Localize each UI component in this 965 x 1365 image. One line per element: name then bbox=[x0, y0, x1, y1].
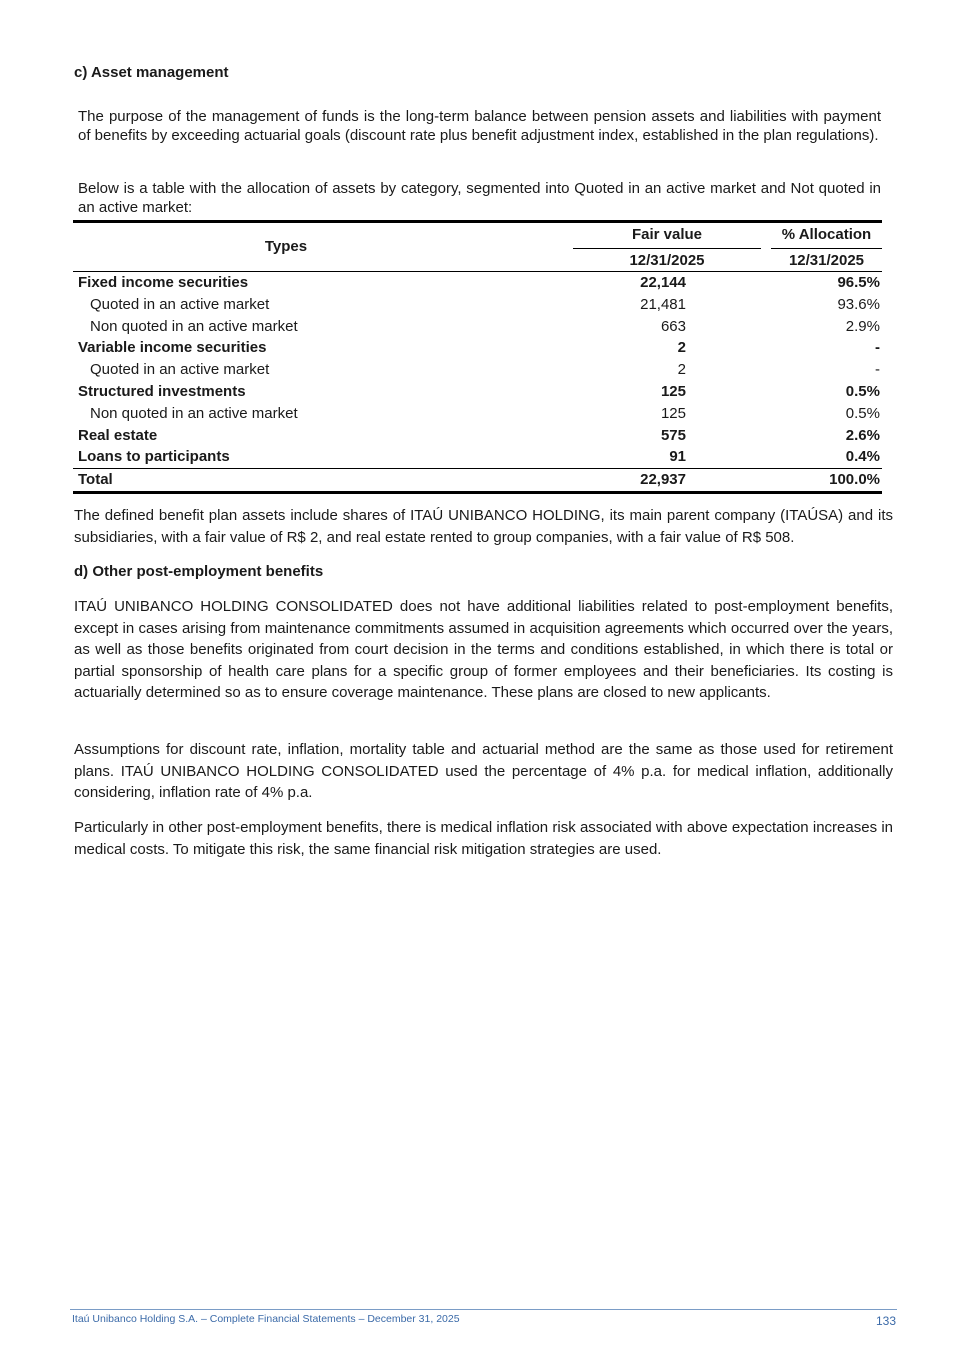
row-fair-value: 21,481 bbox=[640, 295, 686, 313]
header-types: Types bbox=[264, 238, 308, 255]
row-label: Quoted in an active market bbox=[90, 295, 270, 313]
asset-allocation-table bbox=[73, 220, 882, 494]
section-c-paragraph-1: The purpose of the management of funds is the long-term balance between pension assets and liabilities with payment of benefits by exceeding actuarial goals (discount rate plus benefit adjustment index, established in the plan regulations). bbox=[78, 108, 881, 144]
row-allocation: 0.5% bbox=[845, 404, 880, 422]
row-label: Variable income securities bbox=[78, 339, 267, 357]
table-row bbox=[73, 403, 882, 425]
row-allocation: - bbox=[875, 361, 880, 379]
section-d-paragraph-1: ITAÚ UNIBANCO HOLDING CONSOLIDATED does not have additional liabilities related to post-employment benefits, except in cases arising from maintenance commitments assumed in acquisition agreements which occurred over the years, as well as those benefits originated from court decision in the terms and conditions established, in which there is total or partial sponsorship of health care plans for a specific group of former employees and their beneficiaries. Its costing is actuarially determined so as to ensure coverage maintenance. These plans are closed to new applicants. bbox=[74, 598, 893, 702]
row-allocation: 0.4% bbox=[845, 448, 880, 466]
row-label: Quoted in an active market bbox=[90, 361, 270, 379]
header-fair-value-group bbox=[573, 223, 761, 272]
footer-rule bbox=[70, 1309, 897, 1310]
row-allocation: 96.5% bbox=[837, 274, 880, 291]
row-label: Fixed income securities bbox=[78, 274, 249, 291]
row-label: Non quoted in an active market bbox=[90, 317, 298, 335]
header-fair-value: Fair value bbox=[573, 223, 761, 249]
section-c-heading: c) Asset management bbox=[74, 64, 229, 81]
row-fair-value: 22,144 bbox=[640, 274, 686, 291]
table-row bbox=[73, 446, 882, 468]
row-fair-value: 663 bbox=[660, 317, 686, 335]
row-label: Non quoted in an active market bbox=[90, 404, 298, 422]
table-total-row bbox=[73, 468, 882, 494]
header-fair-value-date: 12/31/2025 bbox=[629, 252, 705, 269]
header-allocation-group bbox=[771, 223, 882, 272]
total-fair-value: 22,937 bbox=[640, 471, 686, 489]
table-row bbox=[73, 359, 882, 381]
total-allocation: 100.0% bbox=[829, 471, 880, 489]
table-row bbox=[73, 294, 882, 316]
page-number: 133 bbox=[875, 1314, 896, 1328]
row-allocation: 2.6% bbox=[845, 426, 880, 444]
row-label: Structured investments bbox=[78, 382, 246, 400]
header-allocation-date: 12/31/2025 bbox=[788, 252, 865, 269]
table-row bbox=[73, 337, 882, 359]
row-allocation: 93.6% bbox=[837, 295, 880, 313]
row-label: Real estate bbox=[78, 426, 158, 444]
section-d-heading: d) Other post-employment benefits bbox=[74, 563, 324, 580]
row-label: Loans to participants bbox=[78, 448, 230, 466]
row-fair-value: 2 bbox=[677, 339, 686, 357]
row-allocation: 2.9% bbox=[845, 317, 880, 335]
header-allocation: % Allocation bbox=[771, 223, 882, 249]
row-fair-value: 575 bbox=[660, 426, 686, 444]
row-fair-value: 125 bbox=[660, 404, 686, 422]
section-c-paragraph-2: Below is a table with the allocation of assets by category, segmented into Quoted in an active market and Not quoted in an active market: bbox=[78, 180, 881, 216]
row-fair-value: 2 bbox=[677, 361, 686, 379]
row-fair-value: 125 bbox=[660, 382, 686, 400]
table-row bbox=[73, 272, 882, 294]
total-label: Total bbox=[78, 471, 113, 489]
row-fair-value: 91 bbox=[669, 448, 686, 466]
table-row bbox=[73, 425, 882, 447]
footer-text: Itaú Unibanco Holding S.A. – Complete Financial Statements – December 31, 2025 bbox=[72, 1313, 460, 1325]
section-d-paragraph-3: Particularly in other post-employment benefits, there is medical inflation risk associated with above expectation increases in medical costs. To mitigate this risk, the same financial risk mitigation strategies are used. bbox=[74, 819, 893, 858]
table-row bbox=[73, 381, 882, 403]
table-row bbox=[73, 316, 882, 338]
section-d-paragraph-2: Assumptions for discount rate, inflation, mortality table and actuarial method are the same as those used for retirement plans. ITAÚ UNIBANCO HOLDING CONSOLIDATED used the percentage of 4% p.a. for medical inflation, additionally considering, inflation rate of 4% p.a. bbox=[74, 741, 893, 802]
plan-assets-paragraph: The defined benefit plan assets include shares of ITAÚ UNIBANCO HOLDING, its main parent company (ITAÚSA) and its subsidiaries, with a fair value of R$ 2, and real estate rented to group companies, with a fair value of R$ 508. bbox=[74, 507, 893, 546]
table-header bbox=[73, 223, 882, 272]
row-allocation: - bbox=[875, 339, 880, 357]
row-allocation: 0.5% bbox=[845, 382, 880, 400]
